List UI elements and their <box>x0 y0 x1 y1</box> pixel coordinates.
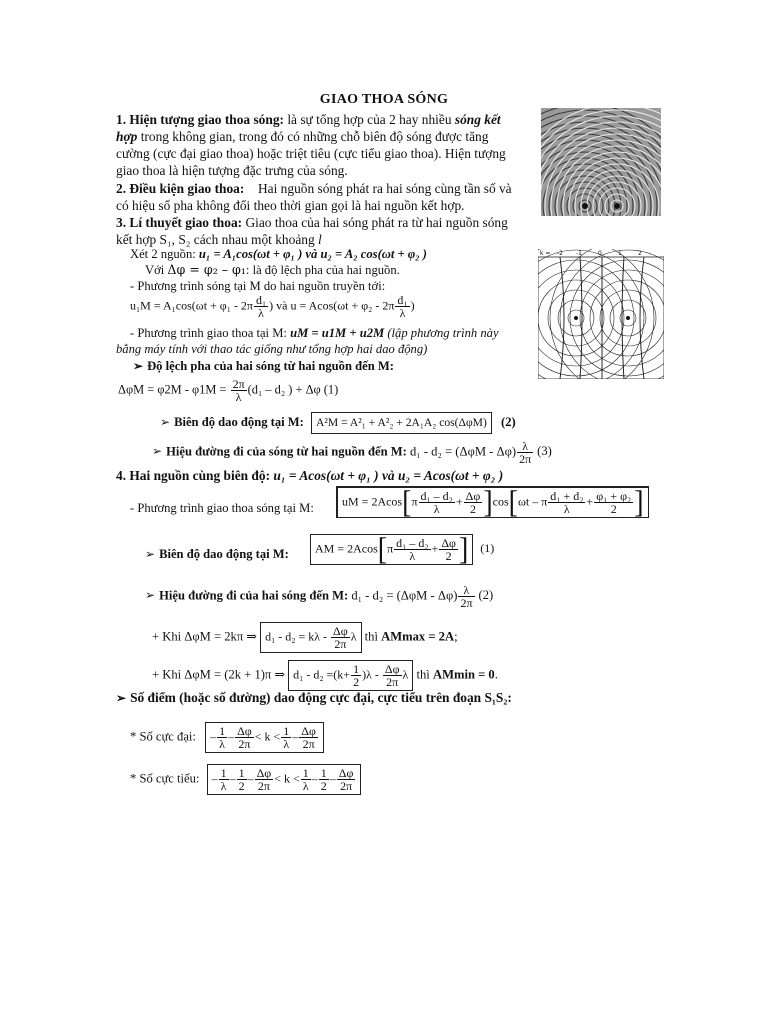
thi-label: thì <box>364 629 382 644</box>
section-2-text: Hai nguồn sóng phát ra hai sóng cùng tần số và <box>258 181 512 196</box>
frac-num: Δφ <box>441 536 456 550</box>
pi: π <box>411 494 418 509</box>
bracket-right: ] <box>483 484 493 520</box>
frac-num: 1 <box>283 724 290 738</box>
phase-diff-eq: Δφ = φ₂ – φ₁ <box>167 262 246 277</box>
phase-deviation-heading <box>133 358 394 374</box>
dphi-over-twopi <box>331 625 350 650</box>
arrow-bullet-icon: ➢ <box>152 444 163 459</box>
sources-equation: u₁ = A₁cos(ωt + φ₁ ) và u₂ = A₂ cos(ωt + φ₂ ) <box>198 247 427 261</box>
min-count-label: * Số cực tiểu: <box>130 771 200 786</box>
min-box-r: λ <box>402 667 409 682</box>
amin-result: AMmin = 0 <box>432 667 495 682</box>
frac-num: 1 <box>302 766 309 780</box>
section-1-line4: giao thoa là hiện tượng đặc trưng của sóng. <box>116 163 348 178</box>
arrow-bullet-icon: ➢ <box>116 691 127 705</box>
u1m-eq: u₁M = A₁cos(ωt + φ₁ - 2π <box>130 298 253 313</box>
um-lhs: uM = 2Acos <box>342 494 403 509</box>
section-3-heading: 3. Lí thuyết giao thoa: <box>116 215 243 230</box>
frac-den: 2 <box>445 549 452 563</box>
frac-1-lambda <box>301 767 311 792</box>
amplitude-title: Biên độ dao động tại M: <box>174 414 304 429</box>
frac-den: 2π <box>519 452 532 466</box>
d-diff-over-lambda <box>419 490 455 515</box>
section-1-text-b: trong không gian, trong đó có những chỗ biên độ sóng được tăng <box>137 129 489 144</box>
phase-deviation-eq <box>118 378 338 403</box>
frac-num: 1 <box>219 724 226 738</box>
frac-num: Δφ <box>338 766 354 780</box>
interference-eq: uM = u1M + u2M <box>290 326 385 340</box>
two-sources-line <box>130 246 427 262</box>
frac-dphi-2pi <box>299 725 318 750</box>
frac-1-lambda <box>281 725 291 750</box>
svg-text:0: 0 <box>598 250 602 257</box>
punct: ; <box>454 629 458 644</box>
amax-result: AMmax = 2A <box>381 629 455 644</box>
section-1-heading: 1. Hiện tượng giao thoa sóng: <box>116 112 284 127</box>
d-sum-over-lambda <box>548 490 585 515</box>
cos: cos <box>492 494 509 509</box>
section-1-text: là sự tổng hợp của 2 hay nhiều <box>283 112 455 127</box>
section-1-line3: cường (cực đại giao thoa) hoặc triệt tiêu (cực tiểu giao thoa). Hiện tượng <box>116 146 506 161</box>
frac-1-lambda <box>217 725 227 750</box>
bracket-right: ] <box>458 531 469 567</box>
phase-diff-line <box>145 262 400 278</box>
frac-dphi-2pi <box>255 767 274 792</box>
one-half <box>351 663 361 688</box>
frac-den: 2 <box>610 502 617 516</box>
minus: – <box>228 729 235 744</box>
am-formula <box>310 531 495 567</box>
lambda-over-twopi <box>517 440 533 465</box>
bracket-right: ] <box>634 484 644 520</box>
frac-num: λ <box>517 440 533 453</box>
frac-den: 2π <box>334 637 347 651</box>
max-box <box>260 622 361 653</box>
interference-diagram <box>538 249 664 379</box>
punct: . <box>494 667 498 682</box>
interference-photo <box>541 108 661 216</box>
frac-num: d₁ + d₂ <box>550 489 584 503</box>
min-condition-line <box>152 660 498 691</box>
frac-den: λ <box>563 502 570 516</box>
path-diff-4-line <box>145 584 493 609</box>
wave-eq-line <box>130 294 415 319</box>
thi-label: thì <box>416 667 433 682</box>
min-condition: + Khi ΔφM = (2k + 1)π ⇒ <box>152 667 285 682</box>
section-2-body <box>116 180 536 197</box>
wt-term: ωt – π <box>517 494 548 509</box>
minus: – <box>211 771 218 786</box>
wave-eq-title: - Phương trình sóng tại M do hai nguồn truyền tới: <box>130 279 386 293</box>
max-count-box <box>205 722 324 753</box>
d-diff-over-lambda <box>394 537 430 562</box>
d1-over-lambda <box>254 294 268 319</box>
k-inequality: < k < <box>274 771 300 786</box>
phi-sum-over-2 <box>594 490 633 515</box>
frac-num: Δφ <box>384 662 400 676</box>
delta-phi-m-eq: ΔφM = φ2M - φ1M = <box>118 382 230 397</box>
frac-den: 2 <box>469 502 476 516</box>
frac-num: d₁ <box>397 293 408 307</box>
section-5-heading-line <box>116 690 512 706</box>
xet-label: Xét 2 nguồn: <box>130 247 199 261</box>
lambda-over-twopi <box>458 584 474 609</box>
amplitude-4-title: Biên độ dao động tại M: <box>159 547 289 561</box>
frac-den: λ <box>258 306 264 320</box>
frac-dphi-2pi <box>337 767 356 792</box>
svg-text:1: 1 <box>618 250 622 257</box>
section-1-emph2: hợp <box>116 129 138 144</box>
frac-1-2 <box>319 767 329 792</box>
minus: – <box>210 729 217 744</box>
section-4-eq: u₁ = Acos(ωt + φ₁ ) và u₂ = Acos(ωt + φ₂ ) <box>273 468 504 483</box>
eq-number: (3) <box>537 444 552 459</box>
dphi-over-twopi <box>383 663 402 688</box>
dphi-over-2 <box>464 490 483 515</box>
frac-num: 1 <box>238 766 245 780</box>
frac-den: 2π <box>340 779 353 793</box>
svg-text:-2: -2 <box>557 250 563 257</box>
frac-num: d₁ – d₂ <box>420 489 453 503</box>
max-box-l: d₁ - d₂ = kλ - <box>265 629 331 644</box>
page-title: GIAO THOA SÓNG <box>319 92 449 107</box>
bracket-left: [ <box>402 484 412 520</box>
k-inequality: < k < <box>254 729 281 744</box>
frac-den: 2π <box>386 675 399 689</box>
interference-eq-line <box>130 325 499 341</box>
eq-number: (2) <box>501 414 516 429</box>
arrow-bullet-icon: ➢ <box>145 588 156 603</box>
section-4-heading: 4. Hai nguồn cùng biên độ: <box>116 468 274 483</box>
min-box-m: )λ - <box>362 667 382 682</box>
path-diff-4-title: Hiệu đường đi của hai sóng đến M: <box>159 588 349 603</box>
frac-den: λ <box>302 779 309 793</box>
arrow-bullet-icon: ➢ <box>133 359 144 373</box>
frac-den: λ <box>219 737 225 751</box>
max-count-label: * Số cực đại: <box>130 729 196 744</box>
svg-text:k =: k = <box>540 250 551 257</box>
arrow-bullet-icon: ➢ <box>160 414 171 429</box>
frac-den: 2π <box>238 737 251 751</box>
min-count-box <box>207 764 362 795</box>
section-1 <box>116 111 536 179</box>
frac-num: Δφ <box>465 489 481 503</box>
phase-diff-text: : là độ lệch pha của hai nguồn. <box>245 263 400 277</box>
am-box <box>310 531 473 567</box>
path-diff-title: Hiệu đường đi của sóng từ hai nguồn đến M: <box>166 444 407 459</box>
interference-label: - Phương trình giao thoa tại M: <box>130 326 291 340</box>
d1-over-lambda-2 <box>395 294 409 319</box>
amplitude-formula: A²M = A²₁ + A²₂ + 2A₁A₂ cos(ΔφM) <box>316 416 487 429</box>
twopi-over-lambda <box>231 378 247 403</box>
section-1-emph: sóng kết <box>454 112 501 127</box>
frac-den: λ <box>235 390 242 404</box>
eq-number: (2) <box>478 588 494 603</box>
path-diff-4-eq: d₁ - d₂ = (ΔφM - Δφ) <box>348 588 458 603</box>
arrow-bullet-icon: ➢ <box>145 547 156 561</box>
minus: – <box>247 771 254 786</box>
section-4-pt-label: - Phương trình giao thoa sóng tại M: <box>130 501 314 515</box>
frac-num: φ₁ + φ₂ <box>596 489 632 503</box>
plus: + <box>431 541 439 556</box>
plus: + <box>586 494 594 509</box>
minus: – <box>311 771 318 786</box>
path-diff-line <box>152 440 552 465</box>
min-box <box>288 660 413 691</box>
amplitude-formula-box <box>311 412 492 434</box>
svg-text:-1: -1 <box>576 250 582 257</box>
frac-num: λ <box>458 584 474 597</box>
max-condition-line <box>152 622 458 653</box>
um-box <box>336 486 649 518</box>
frac-1-lambda <box>219 767 229 792</box>
section-2-heading: 2. Điều kiện giao thoa: <box>116 181 245 196</box>
phase-deviation-title: Độ lệch pha của hai sóng từ hai nguồn đến M: <box>147 359 394 373</box>
minus: – <box>229 771 236 786</box>
frac-1-2 <box>237 767 247 792</box>
interference-note: (lập phương trình này <box>384 326 499 340</box>
min-count-line <box>130 764 361 795</box>
section-4-heading-line <box>116 468 503 484</box>
am-lhs: AM = 2Acos <box>315 541 378 556</box>
frac-num: Δφ <box>256 766 272 780</box>
frac-den: 2 <box>238 779 245 793</box>
frac-den: 2 <box>353 675 360 689</box>
section-3-text: Giao thoa của hai sóng phát ra từ hai nguồn sóng <box>242 215 508 230</box>
section-5-heading: Số điểm (hoặc số đường) dao động cực đại, cực tiểu trên đoạn S₁S₂: <box>130 690 512 705</box>
frac-den: 2 <box>320 779 327 793</box>
frac-den: λ <box>220 779 227 793</box>
eq-close: ) <box>410 298 415 313</box>
eq-number: (1) <box>480 541 495 556</box>
frac-num: d₁ <box>255 293 267 307</box>
min-box-l: d₁ - d₂ =(k+ <box>293 667 351 682</box>
frac-den: 2π <box>460 596 473 610</box>
frac-num: 2π <box>232 377 245 391</box>
frac-den: 2π <box>257 779 270 793</box>
frac-num: 1 <box>320 766 327 780</box>
amplitude-line <box>160 412 516 434</box>
max-condition: + Khi ΔφM = 2kπ ⇒ <box>152 629 257 644</box>
frac-den: λ <box>409 549 416 563</box>
section-3 <box>116 214 546 248</box>
section-3-line2: kết hợp S₁, S₂ cách nhau một khoảng <box>116 232 318 247</box>
delta-phi-m-eq-r: (d₁ – d₂ ) + Δφ (1) <box>247 382 339 397</box>
max-box-r: λ <box>350 629 357 644</box>
minus: – <box>329 771 336 786</box>
u-eq: ) và u = Acos(ωt + φ₂ - 2π <box>269 298 395 313</box>
frac-den: λ <box>399 306 406 320</box>
distance-l: l <box>318 232 322 247</box>
interference-note-2: bằng máy tính với thao tác giống như tổng hợp hai dao động) <box>116 342 428 356</box>
frac-num: Δφ <box>301 724 316 738</box>
plus: + <box>455 494 463 509</box>
svg-text:2: 2 <box>638 250 642 257</box>
frac-num: Δφ <box>333 624 348 638</box>
path-diff-eq: d₁ - d₂ = (ΔφM - Δφ) <box>406 444 517 459</box>
frac-dphi-2pi <box>235 725 254 750</box>
bracket-left: [ <box>377 531 388 567</box>
frac-den: 2π <box>302 737 315 751</box>
frac-num: 1 <box>220 766 227 780</box>
minus: – <box>292 729 299 744</box>
frac-den: λ <box>433 502 440 516</box>
frac-den: λ <box>283 737 290 751</box>
max-count-line <box>130 722 324 753</box>
frac-num: d₁ – d₂ <box>396 536 429 550</box>
pi: π <box>387 541 394 556</box>
dphi-over-2 <box>439 537 458 562</box>
um-formula-box <box>336 486 649 518</box>
amplitude-4-line <box>145 546 289 562</box>
bracket-left: [ <box>508 484 518 520</box>
voi-label: Với <box>145 263 168 277</box>
section-2-line2: có hiệu số pha không đổi theo thời gian gọi là hai nguồn kết hợp. <box>116 198 465 213</box>
frac-num: Δφ <box>237 724 252 738</box>
frac-num: 1 <box>353 662 360 676</box>
